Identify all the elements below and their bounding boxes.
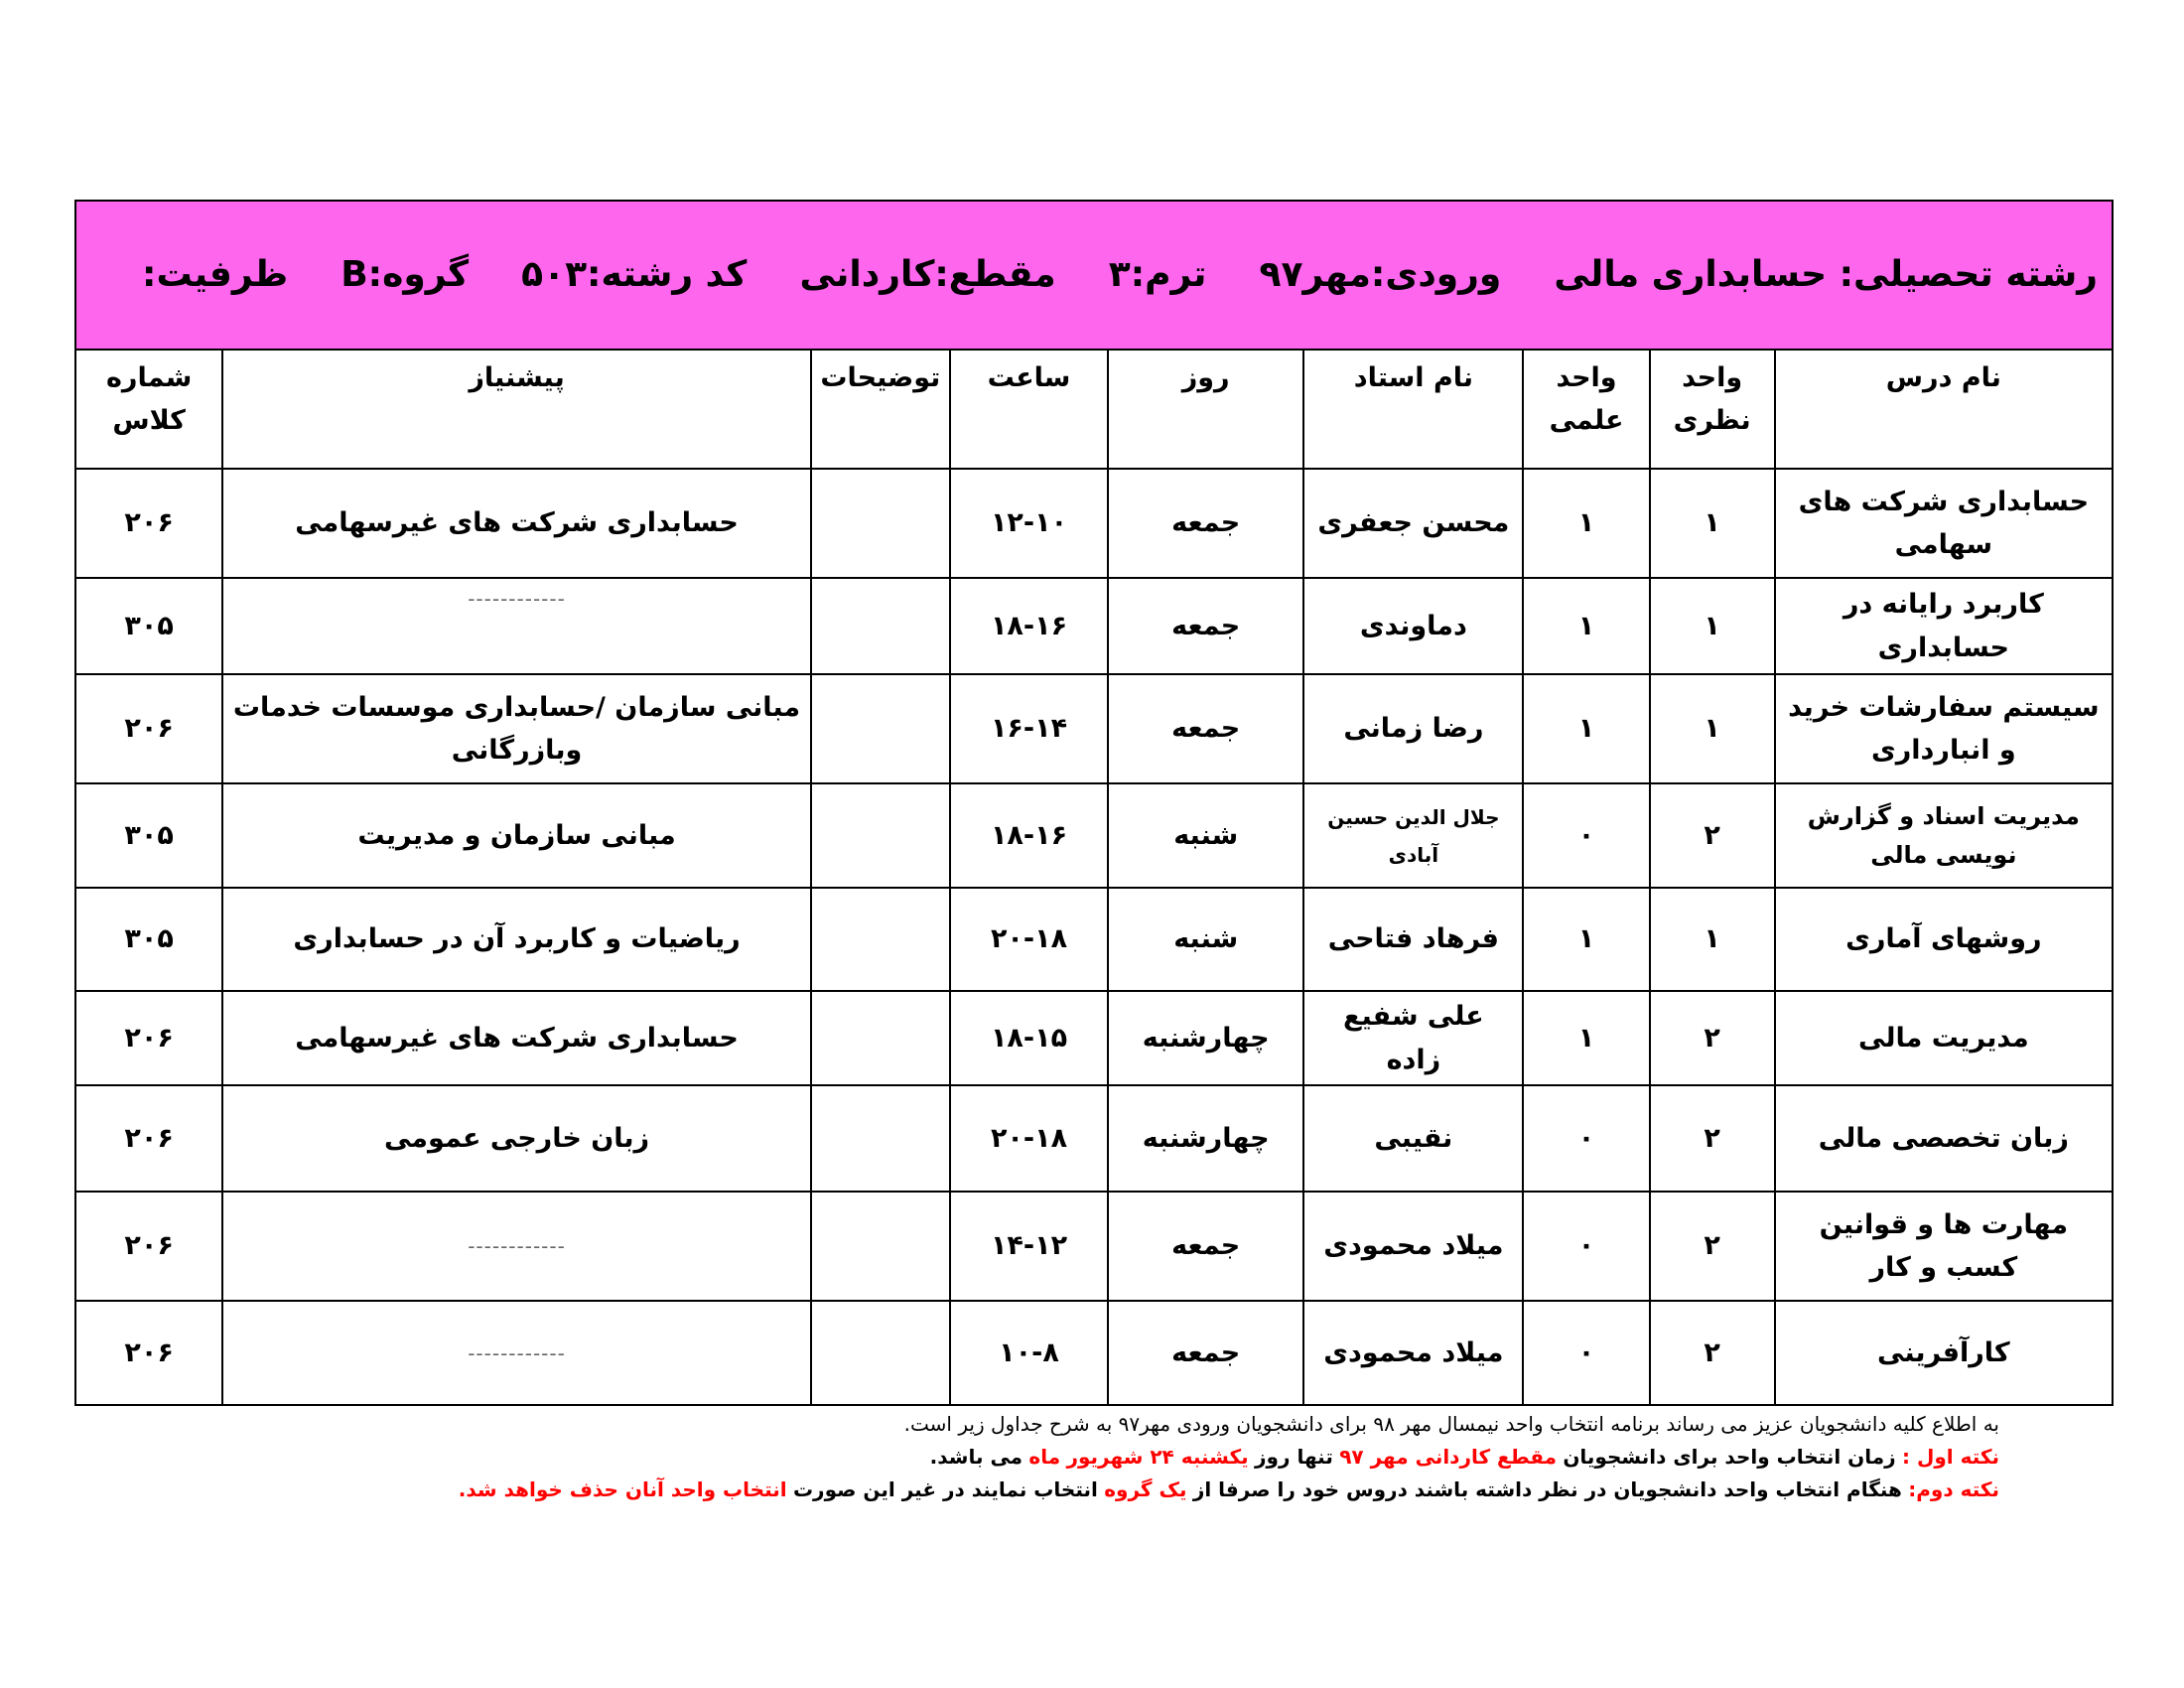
- table-row: [75, 888, 2113, 991]
- class-time: ۱۸-۱۵: [950, 991, 1108, 1085]
- practical-units: ۱: [1523, 991, 1649, 1085]
- table-row: [75, 578, 2113, 674]
- field-label: رشته تحصیلی: حسابداری مالی: [1554, 254, 2098, 296]
- theory-units: ۱: [1650, 888, 1775, 991]
- practical-units: ۱: [1523, 888, 1649, 991]
- theory-units: ۱: [1650, 469, 1775, 578]
- note1-text-a: زمان انتخاب واحد برای دانشجویان: [1563, 1445, 1896, 1469]
- course-name: مدیریت اسناد و گزارش نویسی مالی: [1775, 783, 2113, 888]
- note1-text-b: مقطع کاردانی مهر ۹۷: [1339, 1445, 1557, 1469]
- professor-name: میلاد محمودی: [1303, 1301, 1523, 1405]
- course-schedule-table: [74, 200, 2114, 1406]
- class-notes: [811, 578, 950, 674]
- course-name: سیستم سفارشات خرید و انبارداری: [1775, 674, 2113, 783]
- room-number: ۲۰۶: [75, 469, 222, 578]
- class-day: چهارشنبه: [1108, 991, 1303, 1085]
- class-notes: [811, 469, 950, 578]
- class-day: جمعه: [1108, 578, 1303, 674]
- class-day: چهارشنبه: [1108, 1085, 1303, 1192]
- header-banner: [75, 201, 2113, 350]
- room-number: ۲۰۶: [75, 1192, 222, 1301]
- class-day: جمعه: [1108, 1301, 1303, 1405]
- course-name: حسابداری شرکت های سهامی: [1775, 469, 2113, 578]
- practical-units: ۱: [1523, 578, 1649, 674]
- professor-name: علی شفیع زاده: [1303, 991, 1523, 1085]
- col-notes: توضیحات: [811, 350, 950, 469]
- course-name: مدیریت مالی: [1775, 991, 2113, 1085]
- note2-text-c: انتخاب نمایند در غیر این صورت: [792, 1477, 1098, 1501]
- col-theory: واحد نظری: [1650, 350, 1775, 469]
- theory-units: ۲: [1650, 1085, 1775, 1192]
- practical-units: ۰: [1523, 1192, 1649, 1301]
- practical-units: ۰: [1523, 1085, 1649, 1192]
- course-name: مهارت ها و قوانین کسب و کار: [1775, 1192, 2113, 1301]
- class-time: ۱۰-۸: [950, 1301, 1108, 1405]
- room-number: ۳۰۵: [75, 888, 222, 991]
- prerequisite: مبانی سازمان و مدیریت: [222, 783, 811, 888]
- prerequisite: ------------: [222, 1301, 811, 1405]
- col-room: شماره کلاس: [75, 350, 222, 469]
- intro-text: به اطلاع کلیه دانشجویان عزیز می رساند برنامه انتخاب واحد نیمسال مهر ۹۸ برای دانشجویان ورودی مهر۹۷ به شرح جداول زیر است.: [903, 1412, 1999, 1436]
- theory-units: ۲: [1650, 1301, 1775, 1405]
- theory-units: ۱: [1650, 674, 1775, 783]
- class-notes: [811, 783, 950, 888]
- class-notes: [811, 991, 950, 1085]
- room-number: ۲۰۶: [75, 1085, 222, 1192]
- class-time: ۱۶-۱۴: [950, 674, 1108, 783]
- table-row: [75, 1192, 2113, 1301]
- class-time: ۱۸-۱۶: [950, 578, 1108, 674]
- class-notes: [811, 1085, 950, 1192]
- note2-text-a: هنگام انتخاب واحد دانشجویان در نظر داشته باشند دروس خود را صرفا از: [1192, 1477, 1902, 1501]
- note2-text-d: انتخاب واحد آنان حذف خواهد شد.: [458, 1477, 787, 1501]
- table-row: [75, 469, 2113, 578]
- professor-name: رضا زمانی: [1303, 674, 1523, 783]
- column-header-row: [75, 350, 2113, 469]
- note2-text-b: یک گروه: [1104, 1477, 1187, 1501]
- group-label: گروه:B: [341, 254, 470, 296]
- prerequisite: زبان خارجی عمومی: [222, 1085, 811, 1192]
- col-practical: واحد علمی: [1523, 350, 1649, 469]
- prerequisite: حسابداری شرکت های غیرسهامی: [222, 469, 811, 578]
- col-professor: نام استاد: [1303, 350, 1523, 469]
- prerequisite: حسابداری شرکت های غیرسهامی: [222, 991, 811, 1085]
- term-label: ترم:۳: [1108, 254, 1207, 296]
- course-name: کارآفرینی: [1775, 1301, 2113, 1405]
- theory-units: ۲: [1650, 991, 1775, 1085]
- intro-note: [54, 1408, 1999, 1441]
- course-name: کاربرد رایانه در حسابداری: [1775, 578, 2113, 674]
- class-time: ۱۸-۱۶: [950, 783, 1108, 888]
- note1-text-d: یکشنبه ۲۴ شهریور: [1066, 1445, 1249, 1469]
- professor-name: دماوندی: [1303, 578, 1523, 674]
- note1-label: نکته اول :: [1902, 1445, 1999, 1469]
- note-two: [54, 1474, 1999, 1506]
- note2-label: نکته دوم:: [1908, 1477, 1999, 1501]
- practical-units: ۱: [1523, 674, 1649, 783]
- class-day: شنبه: [1108, 888, 1303, 991]
- room-number: ۲۰۶: [75, 1301, 222, 1405]
- table-row: [75, 1301, 2113, 1405]
- header-info: [76, 246, 2112, 304]
- theory-units: ۲: [1650, 783, 1775, 888]
- col-course: نام درس: [1775, 350, 2113, 469]
- class-notes: [811, 1301, 950, 1405]
- capacity-label: ظرفیت:: [142, 254, 289, 296]
- course-name: روشهای آماری: [1775, 888, 2113, 991]
- class-day: شنبه: [1108, 783, 1303, 888]
- table-row: [75, 674, 2113, 783]
- col-day: روز: [1108, 350, 1303, 469]
- entry-label: ورودی:مهر۹۷: [1259, 254, 1502, 296]
- theory-units: ۲: [1650, 1192, 1775, 1301]
- note1-text-e: ماه: [1028, 1445, 1061, 1469]
- class-time: ۱۴-۱۲: [950, 1192, 1108, 1301]
- practical-units: ۱: [1523, 469, 1649, 578]
- room-number: ۳۰۵: [75, 578, 222, 674]
- professor-name: نقیبی: [1303, 1085, 1523, 1192]
- professor-name: محسن جعفری: [1303, 469, 1523, 578]
- table-row: [75, 1085, 2113, 1192]
- col-time: ساعت: [950, 350, 1108, 469]
- class-notes: [811, 1192, 950, 1301]
- room-number: ۳۰۵: [75, 783, 222, 888]
- professor-name: جلال الدین حسین آبادی: [1303, 783, 1523, 888]
- prerequisite: مبانی سازمان /حسابداری موسسات خدمات وبازرگانی: [222, 674, 811, 783]
- course-name: زبان تخصصی مالی: [1775, 1085, 2113, 1192]
- practical-units: ۰: [1523, 783, 1649, 888]
- professor-name: میلاد محمودی: [1303, 1192, 1523, 1301]
- prerequisite: ------------: [222, 1192, 811, 1301]
- note1-text-c: تنها روز: [1255, 1445, 1333, 1469]
- class-notes: [811, 888, 950, 991]
- room-number: ۲۰۶: [75, 991, 222, 1085]
- note1-text-f: می باشد.: [929, 1445, 1024, 1469]
- professor-name: فرهاد فتاحی: [1303, 888, 1523, 991]
- header-banner-cell: [75, 201, 2113, 350]
- practical-units: ۰: [1523, 1301, 1649, 1405]
- table-row: [75, 991, 2113, 1085]
- class-day: جمعه: [1108, 469, 1303, 578]
- level-label: مقطع:کاردانی: [799, 254, 1056, 296]
- theory-units: ۱: [1650, 578, 1775, 674]
- notes-section: [54, 1408, 1999, 1506]
- class-day: جمعه: [1108, 674, 1303, 783]
- note-one: [54, 1441, 1999, 1474]
- col-prereq: پیشنیاز: [222, 350, 811, 469]
- class-time: ۱۲-۱۰: [950, 469, 1108, 578]
- class-day: جمعه: [1108, 1192, 1303, 1301]
- room-number: ۲۰۶: [75, 674, 222, 783]
- class-notes: [811, 674, 950, 783]
- prerequisite: ریاضیات و کاربرد آن در حسابداری: [222, 888, 811, 991]
- class-time: ۲۰-۱۸: [950, 1085, 1108, 1192]
- code-label: کد رشته:۵۰۳: [521, 254, 748, 296]
- class-time: ۲۰-۱۸: [950, 888, 1108, 991]
- prerequisite: ------------: [222, 578, 811, 674]
- table-row: [75, 783, 2113, 888]
